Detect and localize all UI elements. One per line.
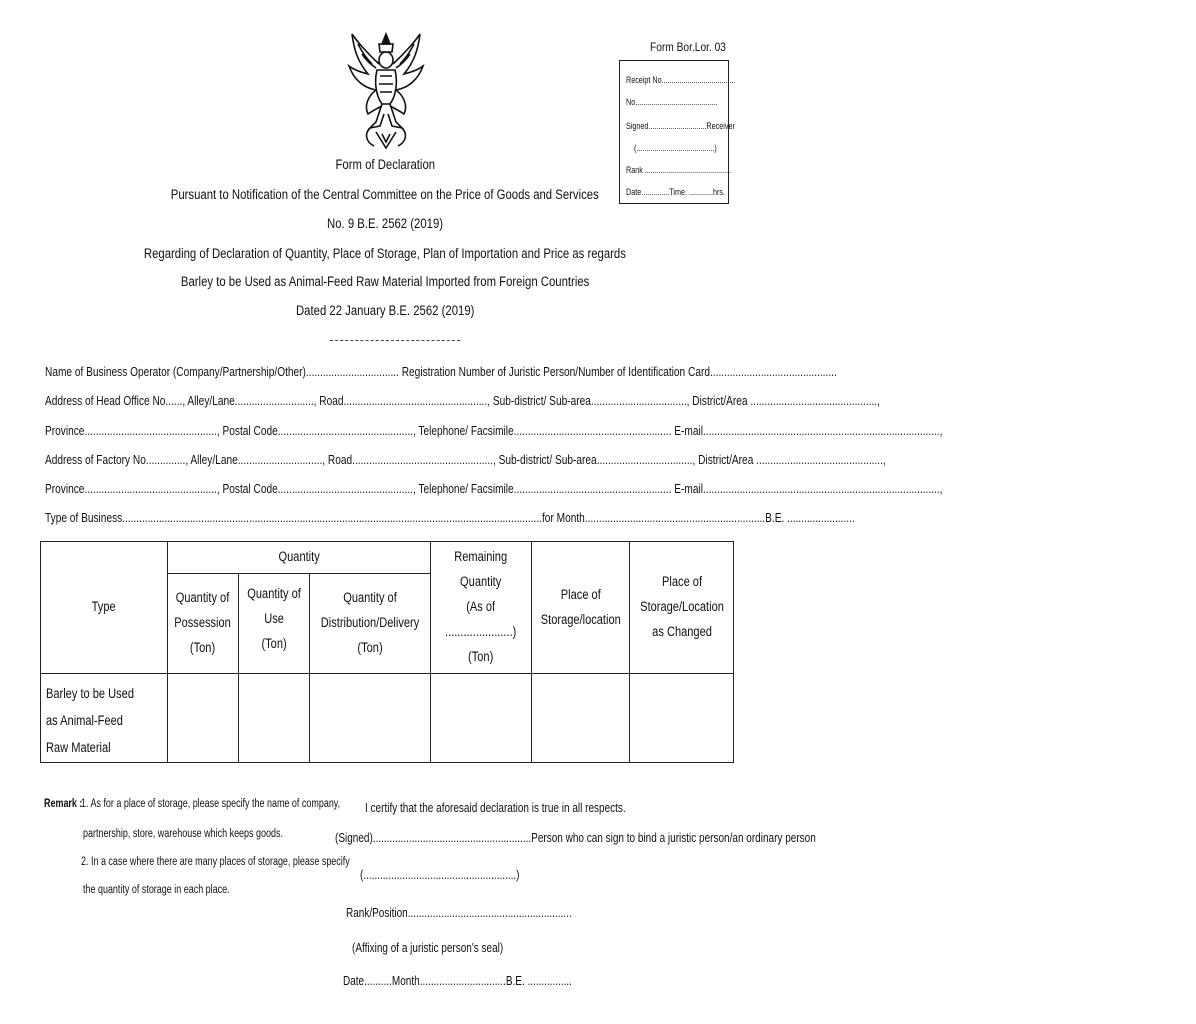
factory-address-line: Address of Factory No.............., Alley/Lane.............................., Road.................................................., Sub-district/ Sub-area.................................., District/Area ............................................., (45, 452, 886, 467)
receipt-no: No......................................... (626, 97, 718, 107)
head-office-province-line: Province..............................................., Postal Code................................................, Telephone/ Facsimile........................................................ E-mail...................................................................................., (45, 423, 943, 438)
receipt-rank: Rank ........................................... (626, 165, 731, 175)
form-title: Form of Declaration (335, 157, 435, 172)
signer-name-line: (.......................................................) (360, 868, 520, 882)
receipt-paren: (.......................................) (634, 143, 717, 153)
distribution-header: Quantity of Distribution/Delivery (Ton) (310, 574, 431, 674)
remark-1b: partnership, store, warehouse which keeps goods. (83, 828, 283, 840)
form-code: Form Bor.Lor. 03 (650, 40, 726, 54)
storage-location-header: Place of Storage/location (531, 542, 630, 674)
use-header: Quantity of Use (Ton) (239, 574, 310, 674)
garuda-emblem (346, 30, 426, 152)
storage-changed-header: Place of Storage/Location as Changed (630, 542, 734, 674)
remark-label: Remark : (44, 798, 83, 810)
remaining-quantity-header: Remaining Quantity (As of ......................) (Ton) (431, 542, 531, 674)
remark-1a: 1. As for a place of storage, please specify the name of company, (81, 798, 341, 810)
receipt-box (619, 60, 736, 204)
business-type-line: Type of Business.....................................................................................................................................................for Month................................................................B.E. ........................ (45, 510, 855, 525)
signature-line: (Signed).........................................................Person who can sign to bind a juristic person/an ordinary person (335, 831, 816, 845)
possession-cell[interactable] (167, 674, 239, 763)
operator-line: Name of Business Operator (Company/Partnership/Other)................................. Registration Number of Juristic Person/Number of Identification Card............................................. (45, 364, 837, 379)
certification-statement: I certify that the aforesaid declaration is true in all respects. (365, 801, 626, 815)
receipt-signed: Signed.............................Receiver (626, 121, 735, 131)
divider (330, 340, 460, 341)
header-line-6: Dated 22 January B.E. 2562 (2019) (295, 303, 475, 318)
date-line: Date..........Month...............................B.E. ................ (343, 974, 572, 988)
declaration-table (40, 541, 734, 763)
rank-position-line: Rank/Position........................................................... (346, 906, 572, 920)
header-line-4: Regarding of Declaration of Quantity, Place of Storage, Plan of Importation and Price as regards (143, 246, 626, 261)
storage-cell[interactable] (531, 674, 630, 763)
header-line-5: Barley to be Used as Animal-Feed Raw Material Imported from Foreign Countries (180, 274, 590, 289)
factory-province-line: Province..............................................., Postal Code................................................, Telephone/ Facsimile........................................................ E-mail...................................................................................., (45, 481, 943, 496)
type-header: Type (41, 542, 168, 674)
possession-header: Quantity of Possession (Ton) (167, 574, 239, 674)
receipt-date-time: Date..............Time. ............hrs. (626, 187, 725, 197)
storage-changed-cell[interactable] (630, 674, 734, 763)
distribution-cell[interactable] (310, 674, 431, 763)
barley-row-label: Barley to be Used as Animal-Feed Raw Material (41, 674, 168, 763)
remark-2a: 2. In a case where there are many places of storage, please specify (81, 856, 350, 868)
receipt-number: Receipt No..................................... (626, 75, 736, 85)
header-line-2: Pursuant to Notification of the Central Committee on the Price of Goods and Services (170, 187, 599, 202)
header-line-3: No. 9 B.E. 2562 (2019) (327, 216, 443, 231)
head-office-address-line: Address of Head Office No......, Alley/Lane............................, Road..................................................., Sub-district/ Sub-area.................................., District/Area ............................................., (45, 393, 880, 408)
quantity-header: Quantity (167, 542, 431, 574)
use-cell[interactable] (239, 674, 310, 763)
remaining-cell[interactable] (431, 674, 531, 763)
seal-note: (Affixing of a juristic person's seal) (352, 941, 504, 955)
remark-2b: the quantity of storage in each place. (83, 884, 230, 896)
